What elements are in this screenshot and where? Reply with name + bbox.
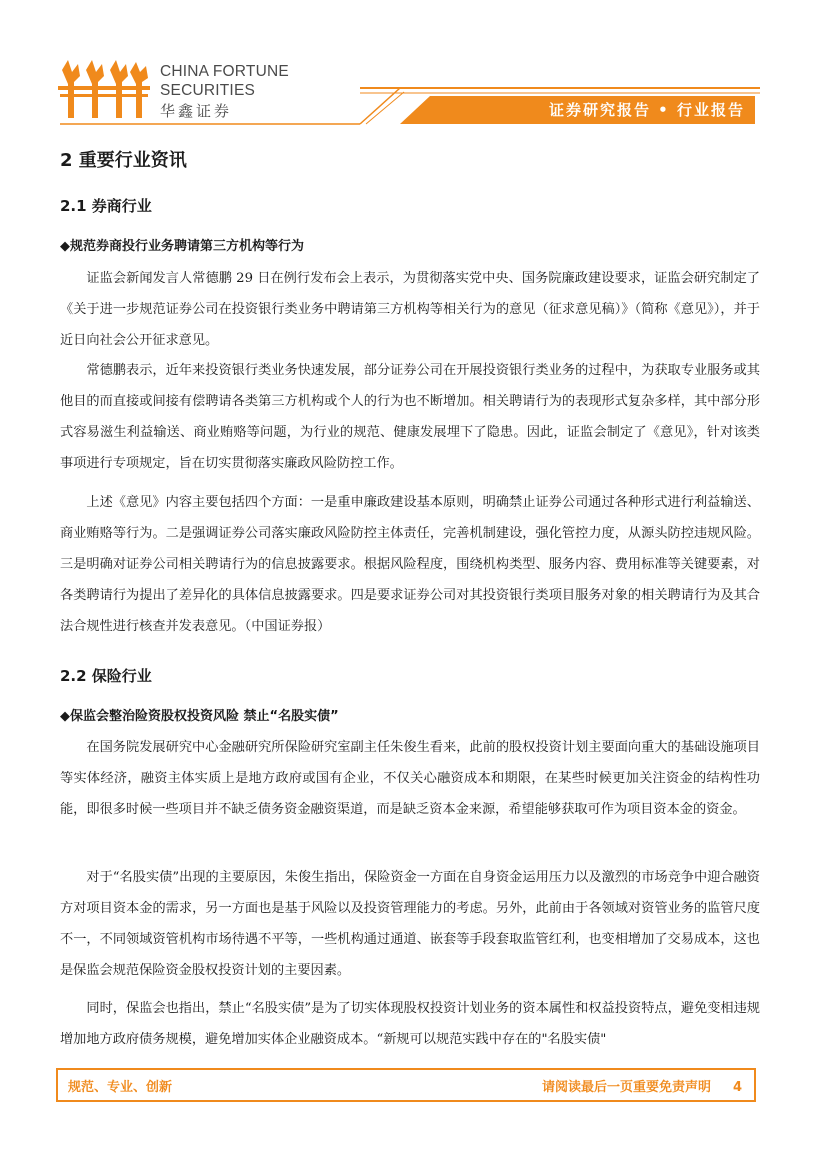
paragraph: 证监会新闻发言人常德鹏 29 日在例行发布会上表示，为贯彻落实党中央、国务院廉政建设要求，证监会研究制定了《关于进一步规范证券公司在投资银行类业务中聘请第三方机构等相关行为的意见（征求意见稿）》（简称《意见》），并于近日向社会公开征求意见。 <box>60 271 760 348</box>
page-header <box>0 0 827 130</box>
footer-disclaimer <box>542 1076 742 1095</box>
page-number: 4 <box>732 1080 742 1095</box>
paragraph: 在国务院发展研究中心金融研究所保险研究室副主任朱俊生看来，此前的股权投资计划主要面向重大的基础设施项目等实体经济，融资主体实质上是地方政府或国有企业，不仅关心融资成本和期限，在某些时候更加关注资金的结构性功能，即很多时候一些项目并不缺乏债务资金融资渠道，而是缺乏资本金来源，希望能够获取可作为项目资本金的资金。 <box>60 740 760 817</box>
paragraph: 对于“名股实债”出现的主要原因，朱俊生指出，保险资金一方面在自身资金运用压力以及激烈的市场竞争中迎合融资方对项目资本金的需求，另一方面也是基于风险以及投资管理能力的考虑。另外，此前由于各领域对资管业务的监管尺度不一，不同领域资管机构市场待遇不平等，一些机构通过通道、嵌套等手段套取监管红利，也变相增加了交易成本，这也是保监会规范保险资金股权投资计划的主要因素。 <box>60 870 760 978</box>
section-title: 2 重要行业资讯 <box>60 150 187 171</box>
paragraph: 上述《意见》内容主要包括四个方面：一是重申廉政建设基本原则，明确禁止证券公司通过各种形式进行利益输送、商业贿赂等行为。二是强调证券公司落实廉政风险防控主体责任，完善机制建设，强化管控力度，从源头防控违规风险。三是明确对证券公司相关聘请行为的信息披露要求。根据风险程度，围绕机构类型、服务内容、费用标准等关键要素，对各类聘请行为提出了差异化的具体信息披露要求。四是要求证券公司对其投资银行类项目服务对象的相关聘请行为及其合法合规性进行核查并发表意见。（中国证券报） <box>60 495 760 634</box>
logo-en-line2: SECURITIES <box>160 82 256 99</box>
report-type-label: 证券研究报告 • 行业报告 <box>548 101 745 119</box>
news-title-brokerage: ◆规范券商投行业务聘请第三方机构等行为 <box>60 239 304 254</box>
subsection-title-insurance: 2.2 保险行业 <box>60 667 152 685</box>
logo-en-line1: CHINA FORTUNE <box>160 63 289 80</box>
disclaimer-text: 请阅读最后一页重要免责声明 <box>541 1080 711 1095</box>
news-title-insurance: ◆保监会整治险资股权投资风险 禁止“名股实债” <box>60 709 339 724</box>
logo-chinese-name: 华鑫证券 <box>160 102 233 120</box>
footer-slogan: 规范、专业、创新 <box>68 1080 173 1095</box>
paragraph: 同时，保监会也指出，禁止“名股实债”是为了切实体现股权投资计划业务的资本属性和权益投资特点，避免变相违规增加地方政府债务规模，避免增加实体企业融资成本。“新规可以规范实践中存在的"名股实债" <box>60 1001 760 1047</box>
page-footer <box>56 1068 756 1102</box>
subsection-title-brokerage: 2.1 券商行业 <box>60 197 152 215</box>
paragraph: 常德鹏表示，近年来投资银行类业务快速发展，部分证券公司在开展投资银行类业务的过程中，为获取专业服务或其他目的而直接或间接有偿聘请各类第三方机构或个人的行为也不断增加。相关聘请行为的表现形式复杂多样，其中部分形式容易滋生利益输送、商业贿赂等问题，为行业的规范、健康发展埋下了隐患。因此，证监会制定了《意见》，针对该类事项进行专项规定，旨在切实贯彻落实廉政风险防控工作。 <box>60 363 760 471</box>
